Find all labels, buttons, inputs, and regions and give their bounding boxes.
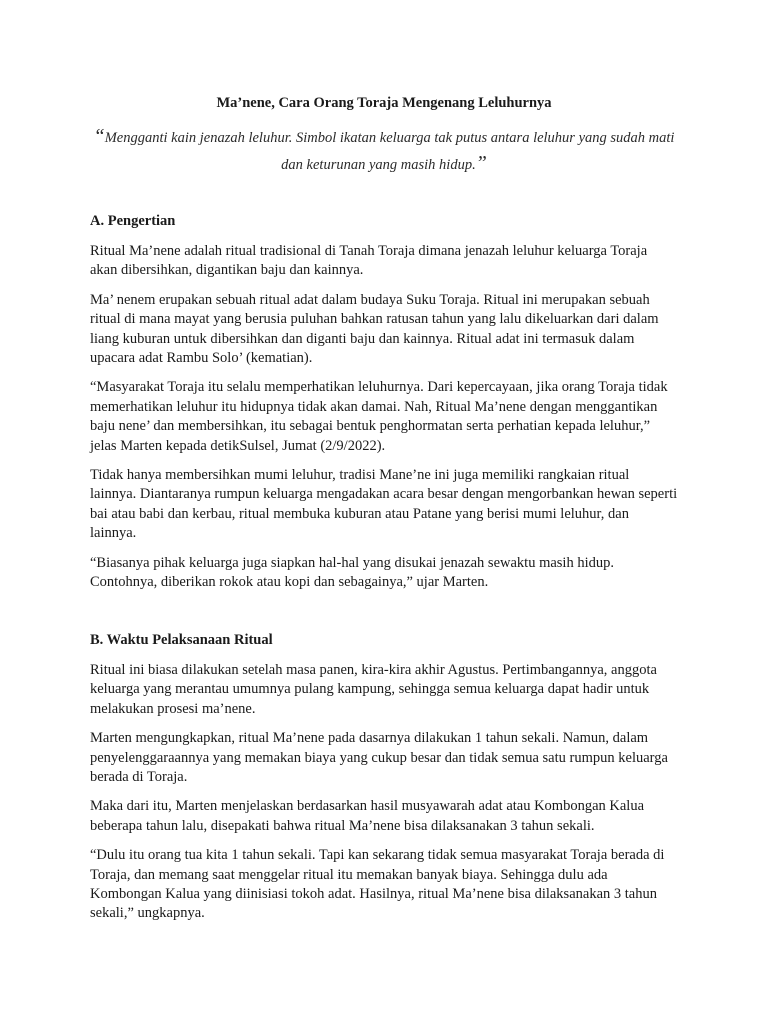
section-heading: A. Pengertian bbox=[90, 213, 176, 229]
paragraph: “Masyarakat Toraja itu selalu memperhatikan leluhurnya. Dari kepercayaan, jika orang Toraja tidak memerhatikan leluhur itu hidupnya tidak akan damai. Nah, Ritual Ma’nene dengan menggantikan baju nene’ dan membersihkan, itu sebagai bentuk penghormatan serta perhatian kepada leluhur,” jelas Marten kepada detikSulsel, Jumat (2/9/2022). bbox=[90, 379, 668, 454]
paragraph: Ritual Ma’nene adalah ritual tradisional di Tanah Toraja dimana jenazah leluhur keluarga Toraja akan dibersihkan, digantikan baju dan kainnya. bbox=[90, 243, 648, 279]
paragraph: Ma’ nenem erupakan sebuah ritual adat dalam budaya Suku Toraja. Ritual ini merupakan sebuah ritual di mana mayat yang berusia puluhan bahkan ratusan tahun yang lalu dikeluarkan dari dalam liang kuburan untuk dibersihkan dan diganti baju dan kainnya. Ritual adat ini termasuk dalam upacara adat Rambu Solo’ (kematian). bbox=[90, 291, 659, 367]
paragraph: Ritual ini biasa dilakukan setelah masa panen, kira-kira akhir Agustus. Pertimbangannya, anggota keluarga yang merantau umumnya pulang kampung, sehingga semua keluarga dapat hadir untuk melakukan prosesi ma’nene. bbox=[90, 662, 657, 717]
section-waktu-pelaksanaan bbox=[90, 632, 678, 934]
close-quote-mark: ” bbox=[475, 152, 487, 174]
epigraph-quote bbox=[90, 124, 678, 178]
paragraph: Maka dari itu, Marten menjelaskan berdasarkan hasil musyawarah adat atau Kombongan Kalua beberapa tahun lalu, disepakati bahwa ritual Ma’nene bisa dilaksanakan 3 tahun sekali. bbox=[90, 798, 645, 834]
paragraph: Marten mengungkapkan, ritual Ma’nene pada dasarnya dilakukan 1 tahun sekali. Namun, dalam penyelenggaraannya yang memakan biaya yang cukup besar dan tidak semua satu rumpun keluarga berada di Toraja. bbox=[90, 730, 668, 786]
document-title: Ma’nene, Cara Orang Toraja Mengenang Leluhurnya bbox=[216, 95, 552, 111]
paragraph: “Biasanya pihak keluarga juga siapkan hal-hal yang disukai jenazah sewaktu masih hidup. Contohnya, diberikan rokok atau kopi dan sebagainya,” ujar Marten. bbox=[90, 554, 614, 591]
paragraph: “Dulu itu orang tua kita 1 tahun sekali. Tapi kan sekarang tidak semua masyarakat Toraja berada di Toraja, dan memang saat menggelar ritual itu memakan banyak biaya. Sehingga dulu ada Kombongan Kalua yang diinisiasi tokoh adat. Hasilnya, ritual Ma’nene bisa dilaksanakan 3 tahun sekali,” ungkapnya. bbox=[90, 847, 665, 922]
open-quote-mark: “ bbox=[93, 125, 105, 147]
paragraph: Tidak hanya membersihkan mumi leluhur, tradisi Mane’ne ini juga memiliki rangkaian ritual lainnya. Diantaranya rumpun keluarga mengadakan acara besar dengan mengorbankan hewan seperti bai atau babi dan kerbau, ritual membuka kuburan atau Patane yang berisi mumi leluhur, dan lainnya. bbox=[90, 467, 678, 542]
epigraph-text: Mengganti kain jenazah leluhur. Simbol ikatan keluarga tak putus antara leluhur yang sudah mati dan keturunan yang masih hidup. bbox=[104, 130, 675, 173]
section-heading: B. Waktu Pelaksanaan Ritual bbox=[90, 632, 273, 648]
section-pengertian bbox=[90, 213, 678, 603]
